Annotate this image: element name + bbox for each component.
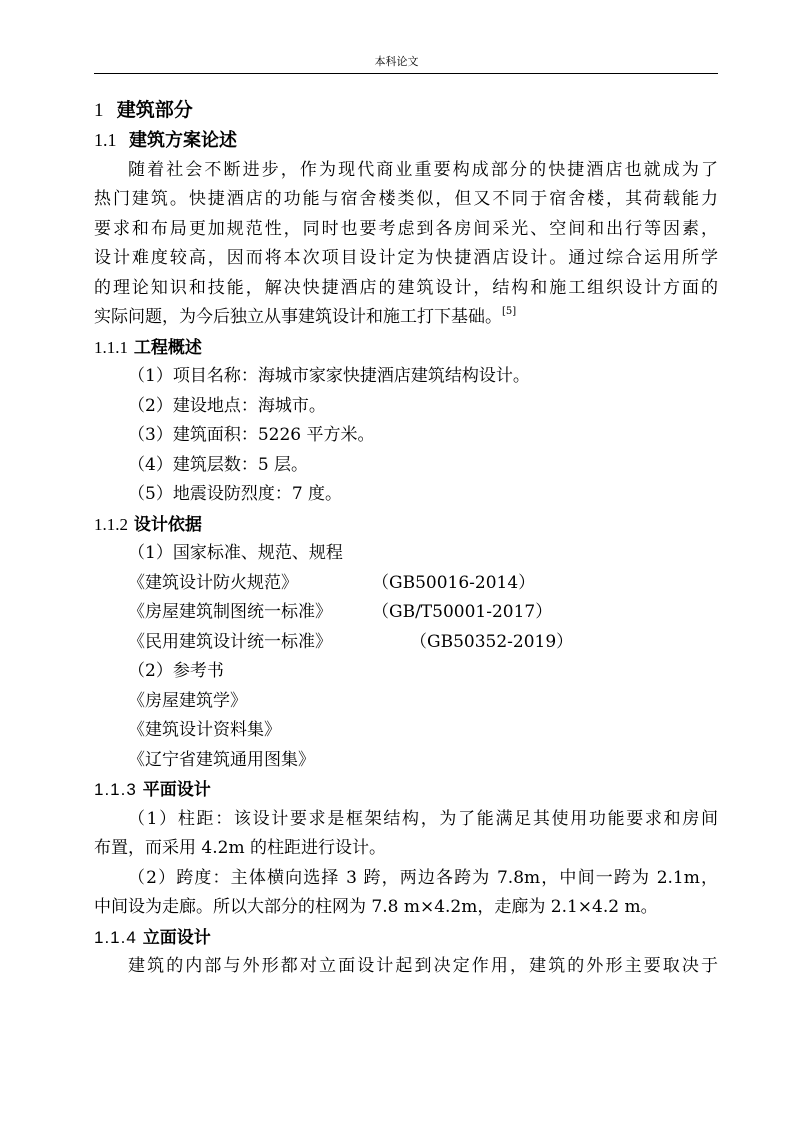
heading-1-1	[94, 126, 718, 156]
standard-name: 《房屋建筑制图统一标准》	[128, 602, 332, 622]
header-rule	[94, 73, 718, 74]
book-item: 《房屋建筑学》	[128, 690, 247, 711]
heading-1-1-3-number: 1.1.3	[94, 780, 137, 799]
heading-1-1-1	[94, 333, 718, 363]
paragraph-line	[94, 303, 718, 333]
paragraph-line: 热门建筑。快捷酒店的功能与宿舍楼类似，但又不同于宿舍楼，其荷载能力	[94, 189, 718, 209]
heading-1-1-number: 1.1	[94, 130, 117, 150]
paragraph-line: 建筑的内部与外形都对立面设计起到决定作用，建筑的外形主要取决于	[128, 956, 718, 976]
list-item: （3）建筑面积：5226 平方米。	[128, 425, 375, 445]
running-header: 本科论文	[374, 55, 419, 68]
heading-1-1-3-title: 平面设计	[142, 780, 211, 800]
paragraph-line: 布置，而采用 4.2m 的柱距进行设计。	[94, 838, 386, 858]
standard-name: 《民用建筑设计统一标准》	[128, 631, 332, 652]
standard-code: （GB50352-2019）	[410, 631, 574, 652]
citation-ref[interactable]: [5]	[502, 306, 517, 317]
heading-1-1-1-number: 1.1.1	[94, 337, 128, 357]
heading-1-1-4	[94, 923, 718, 953]
paragraph-line: 随着社会不断进步，作为现代商业重要构成部分的快捷酒店也就成为了	[128, 159, 718, 180]
standard-code: （GB50016-2014）	[372, 572, 536, 593]
heading-1-1-4-number: 1.1.4	[94, 927, 137, 947]
standard-name: 《建筑设计防火规范》	[128, 572, 298, 593]
standard-code: （GB/T50001-2017）	[372, 602, 553, 622]
paragraph-line: 设计难度较高，因而将本次项目设计定为快捷酒店设计。通过综合运用所学	[94, 248, 718, 268]
heading-1	[94, 94, 718, 126]
heading-1-1-2-number: 1.1.2	[94, 514, 128, 534]
heading-1-1-2	[94, 510, 718, 540]
list-item: （1）项目名称：海城市家家快捷酒店建筑结构设计。	[128, 366, 530, 386]
book-item: 《辽宁省建筑通用图集》	[128, 749, 315, 770]
heading-1-1-title: 建筑方案论述	[129, 130, 238, 151]
paragraph-line: （1）柱距：该设计要求是框架结构，为了能满足其使用功能要求和房间	[128, 808, 718, 829]
heading-1-1-3	[94, 775, 718, 805]
list-item: （4）建筑层数：5 层。	[128, 454, 309, 475]
standard-row	[94, 598, 718, 628]
paragraph-line: 的理论知识和技能，解决快捷酒店的建筑设计，结构和施工组织设计方面的	[94, 277, 718, 298]
heading-1-1-4-title: 立面设计	[142, 927, 211, 948]
heading-1-number: 1	[94, 100, 104, 121]
list-item: （5）地震设防烈度：7 度。	[128, 484, 343, 504]
standard-row	[94, 628, 718, 658]
list-item: （1）国家标准、规范、规程	[128, 543, 343, 563]
paragraph-line: （2）跨度：主体横向选择 3 跨，两边各跨为 7.8m，中间一跨为 2.1m，	[128, 867, 718, 888]
list-item: （2）建设地点：海城市。	[128, 395, 326, 416]
heading-1-1-2-title: 设计依据	[133, 514, 202, 535]
standard-row	[94, 569, 718, 599]
heading-1-title: 建筑部分	[116, 99, 193, 121]
paragraph-line: 中间设为走廊。所以大部分的柱网为 7.8 m×4.2m，走廊为 2.1×4.2 m。	[94, 897, 658, 917]
paragraph-text: 实际问题，为今后独立从事建筑设计和施工打下基础。	[94, 307, 502, 327]
list-item: （2）参考书	[128, 661, 224, 681]
paragraph-line: 要求和布局更加规范性，同时也要考虑到各房间采光、空间和出行等因素，	[94, 218, 718, 239]
document-body	[94, 94, 718, 982]
book-item: 《建筑设计资料集》	[128, 720, 281, 740]
heading-1-1-1-title: 工程概述	[133, 337, 202, 358]
